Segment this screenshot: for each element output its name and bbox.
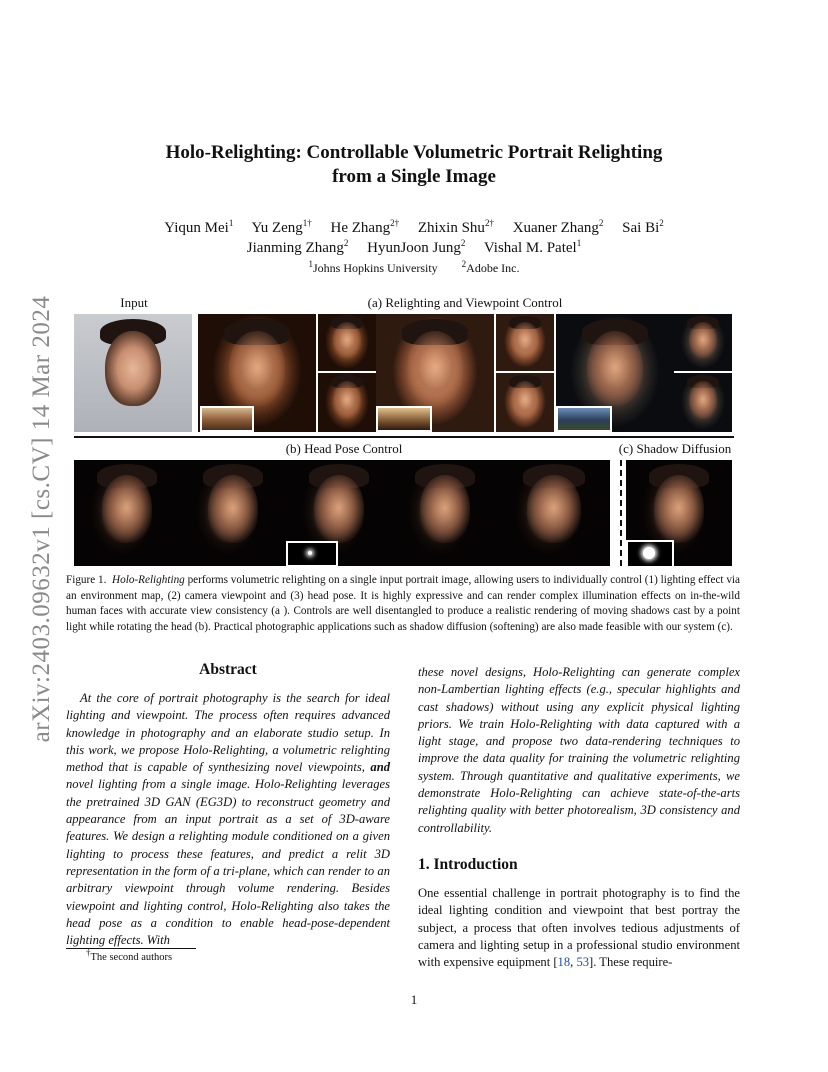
head-pose-frame <box>498 460 610 566</box>
figure-label-c: (c) Shadow Diffusion <box>618 441 732 456</box>
author: He Zhang$^{2\dagger}$ <box>330 218 400 236</box>
figure-label-a: (a) Relighting and Viewpoint Control <box>367 295 563 310</box>
arxiv-sidebar <box>22 284 62 754</box>
relit-view <box>496 373 554 432</box>
figure-caption: Figure 1. Holo-Relighting performs volumetric relighting on a single input portrait image, allowing users to individually control (1) lighting effect via an environment map, (2) camera viewpoint and (3) head pose. It is highly expressive and can render complex illumination effects on in-the-wild human faces with accurate view consistency (a ). Controls are well disentangled to produce a realistic rendering of moving shadows cast by a point light while rotating the head (b). Practical photographic applications such as shadow diffusion (softening) are also made feasible with our system (c). <box>66 574 740 633</box>
relit-view <box>318 314 376 371</box>
relit-view <box>496 314 554 371</box>
head-pose-frame <box>392 460 498 566</box>
abstract-heading: Abstract <box>199 661 257 678</box>
relit-view <box>674 373 732 432</box>
head-pose-frame <box>286 460 392 566</box>
author: Zhixin Shu$^{2\dagger}$ <box>417 218 494 236</box>
author: HyunJoon Jung$^2$ <box>367 238 466 256</box>
authors-line2 <box>0 238 828 258</box>
head-pose-frame <box>74 460 180 566</box>
relit-portrait <box>198 314 316 432</box>
abstract-text: At the core of portrait photography is the search for ideal lighting and viewpoint. The process often requires advanced knowledge in photography and an elaborate studio setup. In this work, we propose Holo-Relighting, a volumetric relighting method that is capable of synthesizing novel viewpoints, and novel lighting from a single image. Holo-Relighting leverages the pretrained 3D GAN (EG3D) to reconstruct geometry and appearance from an input portrait as a set of 3D-aware features. We design a relighting module conditioned on a given lighting to process these features, and predict a relit 3D representation in the form of a tri-plane, which can render to an arbitrary viewpoint through volume rendering. Besides viewpoint and lighting control, Holo-Relighting also takes the head pose as a condition to enable head-pose-dependent lighting effects. With <box>66 691 390 948</box>
paper-title-line2: from a Single Image <box>332 166 496 187</box>
intro-heading: 1. Introduction <box>418 856 518 873</box>
author: Xuaner Zhang$^2$ <box>512 218 604 236</box>
relit-view <box>318 373 376 432</box>
shadow-diffusion-result <box>626 460 732 566</box>
environment-map <box>200 406 254 432</box>
intro-text: One essential challenge in portrait photography is to find the ideal lighting condition and viewpoint that best portray the subject, a process that often involves tedious adjustments of camera and lighting setup in a professional studio environment with expensive equipment [18, 53]. These require- <box>418 886 740 970</box>
arxiv-id: arXiv:2403.09632v1 [cs.CV] 14 Mar 2024 <box>28 295 55 743</box>
relit-portrait <box>556 314 674 432</box>
point-light-indicator <box>286 541 338 566</box>
author: Yiqun Mei$^1$ <box>164 218 234 236</box>
relit-view <box>674 314 732 371</box>
author: Jianming Zhang$^2$ <box>246 238 349 256</box>
diffuse-light-indicator <box>626 540 674 566</box>
relit-portrait <box>376 314 494 432</box>
figure-divider <box>74 436 734 438</box>
author: Sai Bi$^2$ <box>622 218 664 236</box>
authors-line1 <box>0 218 828 238</box>
citation-link[interactable]: 18 <box>557 955 571 970</box>
paper-title-line1: Holo-Relighting: Controllable Volumetric Portrait Relighting <box>165 142 663 163</box>
figure-dashed-divider <box>620 460 622 566</box>
affiliation: $^1$Johns Hopkins University <box>308 259 438 275</box>
figure-label-input: Input <box>120 295 148 310</box>
abstract-text-continued: these novel designs, Holo-Relighting can generate complex non-Lambertian lighting effects (e.g., specular highlights and cast shadows) without using any explicit physical lighting priors. We train Holo-Relighting with data captured with a light stage, and propose two data-rendering techniques to improve the data quality for training the volumetric relighting system. Through quantitative and qualitative experiments, we demonstrate Holo-Relighting can achieve state-of-the-arts relighting quality with better photorealism, 3D consistency and controllability. <box>418 665 740 835</box>
author: Vishal M. Patel$^1$ <box>483 238 582 256</box>
input-portrait <box>74 314 192 432</box>
citation-link[interactable]: 53 <box>576 955 590 970</box>
author: Yu Zeng$^{1\dagger}$ <box>251 218 312 236</box>
figure-label-b: (b) Head Pose Control <box>285 441 403 456</box>
affiliation: $^2$Adobe Inc. <box>461 259 520 275</box>
environment-map <box>376 406 432 432</box>
head-pose-frame <box>180 460 286 566</box>
affiliations <box>0 261 828 276</box>
environment-map <box>556 406 612 432</box>
footnote: †The second authors <box>86 947 173 963</box>
page-number: 1 <box>410 992 418 1007</box>
